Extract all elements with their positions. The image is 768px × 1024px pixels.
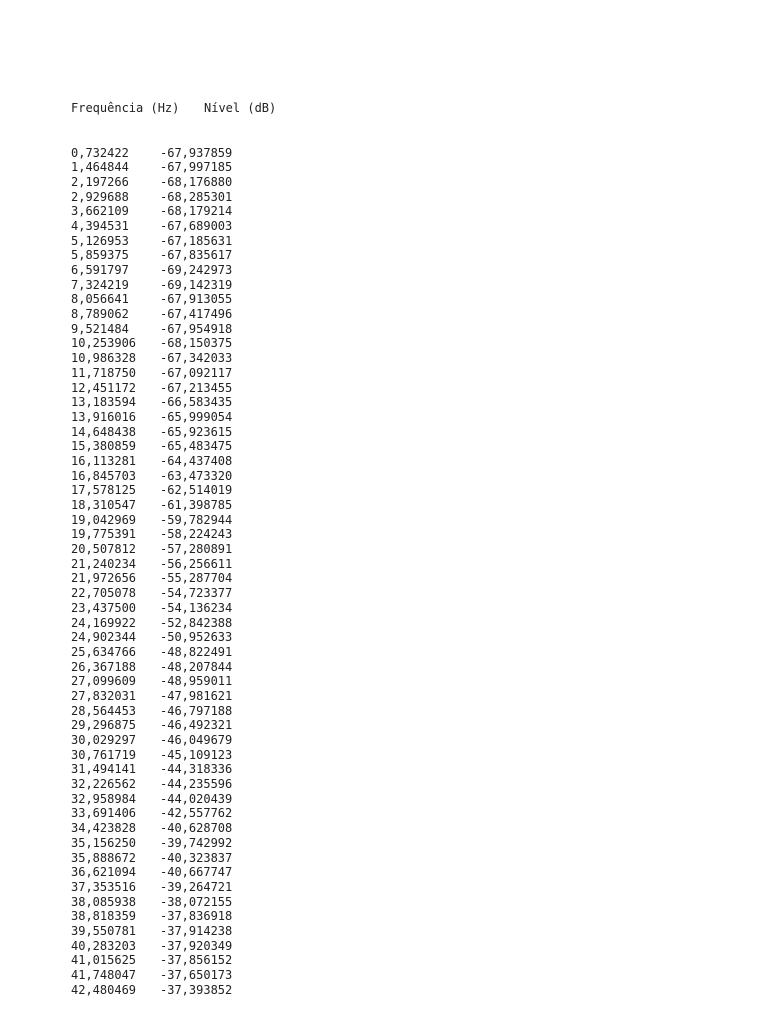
- frequency-value: 41,748047: [71, 968, 137, 982]
- data-row: [71, 160, 276, 175]
- level-value: -67,185631: [160, 233, 233, 248]
- level-value: -44,020439: [160, 791, 233, 806]
- level-value: -48,822491: [160, 644, 233, 659]
- data-row: [71, 806, 276, 821]
- frequency-value: 2,197266: [71, 174, 129, 189]
- level-value: -39,742992: [160, 835, 233, 850]
- level-value: -65,923615: [160, 424, 233, 439]
- frequency-value: 37,353516: [71, 879, 137, 894]
- frequency-value: 18,310547: [71, 498, 137, 512]
- data-row: [71, 513, 276, 528]
- level-value: -37,920349: [160, 938, 233, 953]
- data-row: [71, 586, 276, 601]
- data-row: [71, 762, 276, 777]
- level-value: -37,650173: [160, 968, 233, 982]
- frequency-value: 30,029297: [71, 733, 137, 747]
- data-row: [71, 498, 276, 513]
- level-value: -37,914238: [160, 923, 233, 938]
- level-value: -67,835617: [160, 248, 233, 263]
- level-column-header: Nível (dB): [204, 101, 277, 116]
- frequency-value: 3,662109: [71, 204, 129, 219]
- frequency-value: 19,775391: [71, 527, 137, 542]
- frequency-value: 38,818359: [71, 909, 137, 924]
- level-value: -46,049679: [160, 733, 233, 747]
- level-value: -37,856152: [160, 953, 233, 968]
- level-value: -67,092117: [160, 365, 233, 380]
- data-row: [71, 718, 276, 733]
- data-row: [71, 395, 276, 410]
- frequency-value: 16,113281: [71, 453, 137, 468]
- data-row: [71, 248, 276, 263]
- data-row: [71, 939, 276, 954]
- level-value: -67,417496: [160, 307, 233, 322]
- data-row: [71, 527, 276, 542]
- frequency-value: 24,902344: [71, 630, 137, 645]
- data-row: [71, 704, 276, 719]
- frequency-value: 13,916016: [71, 409, 137, 424]
- level-value: -65,999054: [160, 409, 233, 424]
- frequency-column-header: Frequência (Hz): [71, 101, 180, 116]
- data-row: [71, 190, 276, 205]
- data-row: [71, 645, 276, 660]
- level-value: -67,937859: [160, 145, 233, 160]
- frequency-value: 41,015625: [71, 953, 137, 968]
- level-value: -69,142319: [160, 277, 233, 292]
- frequency-value: 36,621094: [71, 865, 137, 880]
- data-row: [71, 616, 276, 631]
- level-value: -48,207844: [160, 659, 233, 674]
- level-value: -67,689003: [160, 218, 233, 233]
- data-row: [71, 425, 276, 440]
- level-value: -57,280891: [160, 542, 233, 557]
- level-value: -68,179214: [160, 204, 233, 219]
- frequency-value: 19,042969: [71, 512, 137, 527]
- level-value: -54,136234: [160, 600, 233, 615]
- frequency-value: 16,845703: [71, 468, 137, 483]
- data-row: [71, 953, 276, 968]
- data-row: [71, 557, 276, 572]
- data-row: [71, 630, 276, 645]
- level-value: -63,473320: [160, 468, 233, 483]
- level-value: -68,150375: [160, 336, 233, 351]
- data-row: [71, 439, 276, 454]
- frequency-value: 7,324219: [71, 277, 129, 292]
- frequency-value: 13,183594: [71, 395, 137, 410]
- level-value: -54,723377: [160, 586, 233, 601]
- data-row: [71, 263, 276, 278]
- frequency-value: 6,591797: [71, 263, 129, 277]
- level-value: -67,913055: [160, 292, 233, 307]
- data-row: [71, 748, 276, 763]
- data-row: [71, 733, 276, 748]
- frequency-value: 8,056641: [71, 292, 129, 307]
- frequency-value: 0,732422: [71, 145, 129, 160]
- data-rows: [71, 146, 276, 998]
- frequency-value: 24,169922: [71, 615, 137, 630]
- data-row: [71, 204, 276, 219]
- level-value: -37,836918: [160, 909, 233, 924]
- frequency-value: 22,705078: [71, 586, 137, 601]
- level-value: -44,235596: [160, 777, 233, 792]
- frequency-value: 26,367188: [71, 659, 137, 674]
- level-value: -38,072155: [160, 894, 233, 909]
- frequency-value: 10,986328: [71, 351, 137, 366]
- data-row: [71, 175, 276, 190]
- frequency-value: 9,521484: [71, 321, 129, 336]
- frequency-value: 35,156250: [71, 835, 137, 850]
- data-row: [71, 483, 276, 498]
- frequency-value: 25,634766: [71, 644, 137, 659]
- data-row: [71, 381, 276, 396]
- frequency-value: 21,240234: [71, 556, 137, 571]
- frequency-value: 11,718750: [71, 365, 137, 380]
- level-value: -67,954918: [160, 321, 233, 336]
- level-value: -45,109123: [160, 747, 233, 762]
- level-value: -50,952633: [160, 630, 233, 645]
- frequency-value: 33,691406: [71, 806, 137, 821]
- data-row: [71, 674, 276, 689]
- frequency-value: 32,958984: [71, 791, 137, 806]
- frequency-value: 20,507812: [71, 542, 137, 557]
- level-value: -46,797188: [160, 703, 233, 718]
- level-value: -66,583435: [160, 395, 233, 410]
- data-row: [71, 777, 276, 792]
- frequency-value: 42,480469: [71, 982, 137, 997]
- frequency-value: 40,283203: [71, 938, 137, 953]
- data-row: [71, 542, 276, 557]
- frequency-value: 39,550781: [71, 923, 137, 938]
- data-row: [71, 219, 276, 234]
- data-row: [71, 895, 276, 910]
- frequency-value: 4,394531: [71, 218, 129, 233]
- level-value: -59,782944: [160, 512, 233, 527]
- frequency-value: 30,761719: [71, 747, 137, 762]
- frequency-value: 5,126953: [71, 233, 129, 248]
- data-row: [71, 278, 276, 293]
- level-value: -68,176880: [160, 174, 233, 189]
- frequency-value: 35,888672: [71, 850, 137, 865]
- data-row: [71, 292, 276, 307]
- data-row: [71, 983, 276, 998]
- data-row: [71, 366, 276, 381]
- data-row: [71, 146, 276, 161]
- data-row: [71, 851, 276, 866]
- data-row: [71, 865, 276, 880]
- data-row: [71, 322, 276, 337]
- level-value: -68,285301: [160, 189, 233, 204]
- frequency-value: 1,464844: [71, 160, 129, 175]
- level-value: -48,959011: [160, 674, 233, 689]
- frequency-value: 10,253906: [71, 336, 137, 351]
- data-row: [71, 909, 276, 924]
- level-value: -65,483475: [160, 439, 233, 454]
- frequency-value: 31,494141: [71, 762, 137, 777]
- data-row: [71, 689, 276, 704]
- data-row: [71, 410, 276, 425]
- level-value: -40,323837: [160, 850, 233, 865]
- frequency-value: 12,451172: [71, 380, 137, 395]
- frequency-value: 2,929688: [71, 189, 129, 204]
- frequency-value: 17,578125: [71, 483, 137, 498]
- data-row: [71, 307, 276, 322]
- level-value: -52,842388: [160, 615, 233, 630]
- data-row: [71, 968, 276, 983]
- data-row: [71, 234, 276, 249]
- data-row: [71, 836, 276, 851]
- frequency-value: 27,832031: [71, 688, 137, 703]
- column-header-row: [71, 101, 276, 116]
- level-value: -40,667747: [160, 865, 233, 880]
- level-value: -56,256611: [160, 556, 233, 571]
- data-row: [71, 469, 276, 484]
- data-row: [71, 571, 276, 586]
- data-row: [71, 336, 276, 351]
- frequency-value: 23,437500: [71, 600, 137, 615]
- frequency-value: 32,226562: [71, 777, 137, 792]
- level-value: -62,514019: [160, 483, 233, 498]
- level-value: -39,264721: [160, 879, 233, 894]
- level-value: -46,492321: [160, 718, 233, 733]
- data-row: [71, 601, 276, 616]
- frequency-value: 34,423828: [71, 821, 137, 836]
- data-row: [71, 821, 276, 836]
- frequency-value: 15,380859: [71, 439, 137, 454]
- spectrum-data-listing: [71, 72, 276, 1012]
- level-value: -67,997185: [160, 160, 233, 175]
- level-value: -64,437408: [160, 453, 233, 468]
- frequency-value: 14,648438: [71, 424, 137, 439]
- frequency-value: 8,789062: [71, 307, 129, 322]
- level-value: -42,557762: [160, 806, 233, 821]
- frequency-value: 38,085938: [71, 894, 137, 909]
- level-value: -55,287704: [160, 571, 233, 586]
- level-value: -44,318336: [160, 762, 233, 777]
- data-row: [71, 660, 276, 675]
- data-row: [71, 792, 276, 807]
- frequency-value: 5,859375: [71, 248, 129, 263]
- data-row: [71, 880, 276, 895]
- level-value: -37,393852: [160, 982, 233, 997]
- frequency-value: 28,564453: [71, 703, 137, 718]
- frequency-value: 21,972656: [71, 571, 137, 586]
- level-value: -61,398785: [160, 498, 233, 512]
- level-value: -67,213455: [160, 380, 233, 395]
- level-value: -69,242973: [160, 263, 233, 277]
- frequency-value: 29,296875: [71, 718, 137, 733]
- frequency-value: 27,099609: [71, 674, 137, 689]
- level-value: -58,224243: [160, 527, 233, 542]
- data-row: [71, 454, 276, 469]
- level-value: -47,981621: [160, 688, 233, 703]
- data-row: [71, 924, 276, 939]
- level-value: -40,628708: [160, 821, 233, 836]
- data-row: [71, 351, 276, 366]
- level-value: -67,342033: [160, 351, 233, 366]
